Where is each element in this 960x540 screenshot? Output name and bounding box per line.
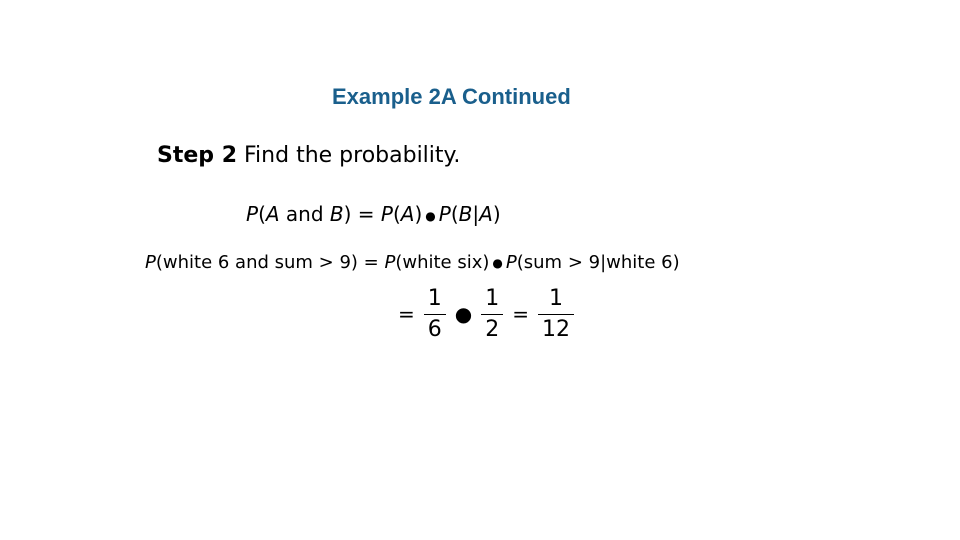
event-a: A	[479, 202, 493, 226]
numerator: 1	[548, 286, 563, 311]
fraction-one-half	[481, 286, 503, 342]
step-line	[157, 143, 460, 168]
formula-text: (white 6 and sum > 9) =	[155, 252, 385, 273]
paren: )	[492, 202, 501, 226]
prob-symbol: P	[380, 202, 393, 226]
denominator: 6	[427, 317, 442, 342]
given-bar: |	[472, 202, 480, 226]
numerator: 1	[427, 286, 442, 311]
paren: )	[414, 202, 423, 226]
calculation	[396, 286, 574, 342]
equals-sign: =	[398, 302, 415, 326]
specific-formula	[145, 252, 680, 273]
paren: (	[258, 202, 266, 226]
step-text: Find the probability.	[244, 143, 461, 168]
fraction-one-sixth	[424, 286, 446, 342]
prob-symbol: P	[384, 252, 396, 273]
and-word: and	[279, 202, 330, 226]
prob-symbol: P	[505, 252, 517, 273]
event-a: A	[400, 202, 415, 226]
fraction-bar	[481, 314, 503, 315]
paren: (	[392, 202, 401, 226]
equals-text: ) =	[343, 202, 381, 226]
paren: (	[450, 202, 459, 226]
equals-sign: =	[512, 302, 529, 326]
event-b: B	[329, 202, 344, 226]
slide-title: Example 2A Continued	[332, 84, 571, 109]
prob-symbol: P	[438, 202, 451, 226]
general-formula	[246, 202, 501, 226]
formula-text: (sum > 9|white 6)	[516, 252, 680, 273]
fraction-one-twelfth	[538, 286, 574, 342]
prob-symbol: P	[145, 252, 156, 273]
multiply-dot-icon: ●	[425, 208, 436, 223]
step-label: Step 2	[157, 143, 237, 168]
multiply-dot-icon: ●	[454, 302, 473, 326]
event-b: B	[458, 202, 473, 226]
prob-symbol: P	[246, 202, 259, 226]
denominator: 12	[541, 317, 570, 342]
fraction-bar	[538, 314, 574, 315]
numerator: 1	[485, 286, 500, 311]
denominator: 2	[485, 317, 500, 342]
multiply-dot-icon: ●	[492, 256, 503, 270]
fraction-bar	[424, 314, 446, 315]
event-a: A	[265, 202, 280, 226]
formula-text: (white six)	[395, 252, 490, 273]
